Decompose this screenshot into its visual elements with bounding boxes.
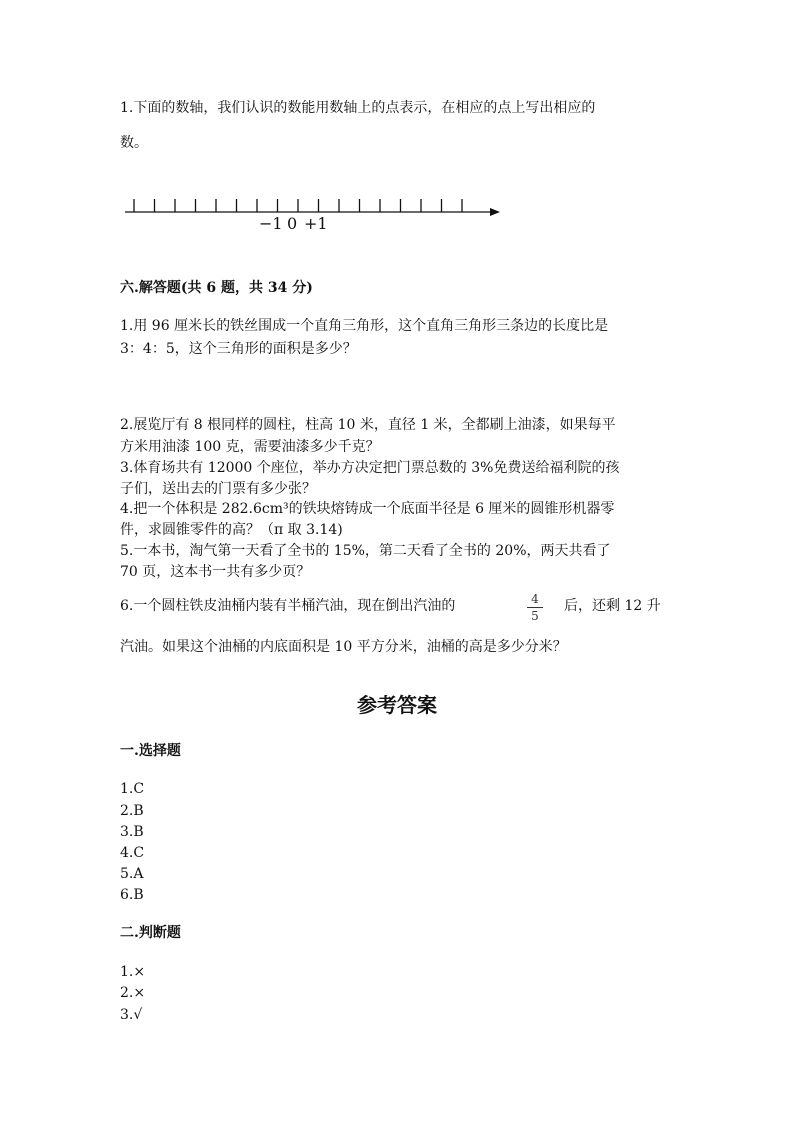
- question-4-cont: 件，求圆锥零件的高？（π 取 3.14): [120, 522, 343, 538]
- number-line-label-pos1: +1: [304, 214, 328, 233]
- answers-section-1-title: 一.选择题: [120, 743, 181, 759]
- question-5: 5.一本书，淘气第一天看了全书的 15%，第二天看了全书的 20%，两天共看了: [120, 543, 611, 559]
- number-line-arrowhead: [490, 208, 500, 216]
- section-title: 六.解答题(共 6 题，共 34 分): [120, 280, 313, 296]
- question-1: 1.用 96 厘米长的铁丝围成一个直角三角形，这个直角三角形三条边的长度比是: [120, 318, 609, 334]
- question-6-tail: 后，还剩 12 升: [564, 598, 661, 614]
- answer-item: 3.B: [120, 824, 144, 840]
- question-3-cont: 子们，送出去的门票有多少张？: [120, 481, 316, 497]
- number-line-label-0: 0: [287, 214, 298, 233]
- answer-item: 1.×: [120, 964, 146, 980]
- question-text: 数。: [120, 135, 148, 151]
- answers-title: 参考答案: [357, 693, 437, 717]
- question-5-cont: 70 页，这本书一共有多少页？: [120, 564, 311, 580]
- fraction-denominator: 5: [531, 609, 539, 623]
- answer-item: 5.A: [120, 866, 144, 882]
- fraction: [526, 592, 544, 623]
- question-3: 3.体育场共有 12000 个座位，举办方决定把门票总数的 3%免费送给福利院的孩: [120, 460, 620, 476]
- question-6: 6.一个圆柱铁皮油桶内装有半桶汽油，现在倒出汽油的: [120, 598, 456, 614]
- question-6-cont: 汽油。如果这个油桶的内底面积是 10 平方分米，油桶的高是多少分米？: [120, 639, 567, 655]
- question-4: 4.把一个体积是 282.6cm³的铁块熔铸成一个底面半径是 6 厘米的圆锥形机器零: [120, 501, 615, 517]
- answer-item: 2.B: [120, 803, 144, 819]
- fraction-numerator: 4: [531, 592, 539, 606]
- question-2-cont: 方米用油漆 100 克，需要油漆多少千克？: [120, 439, 380, 455]
- question-text: 1.下面的数轴，我们认识的数能用数轴上的点表示，在相应的点上写出相应的: [120, 100, 596, 116]
- answer-item: 4.C: [120, 845, 145, 861]
- question-2: 2.展览厅有 8 根同样的圆柱，柱高 10 米，直径 1 米，全都刷上油漆，如果每平: [120, 417, 616, 433]
- number-line-label-neg1: −1: [259, 214, 283, 233]
- fraction-bar: [527, 607, 543, 608]
- answer-item: 1.C: [120, 781, 145, 797]
- answer-item: 6.B: [120, 887, 144, 903]
- number-line: [0, 0, 794, 260]
- question-1-cont: 3：4：5，这个三角形的面积是多少？: [120, 341, 357, 357]
- answer-item: 2.×: [120, 985, 146, 1001]
- answer-item: 3.√: [120, 1007, 143, 1023]
- answers-section-2-title: 二.判断题: [120, 925, 181, 941]
